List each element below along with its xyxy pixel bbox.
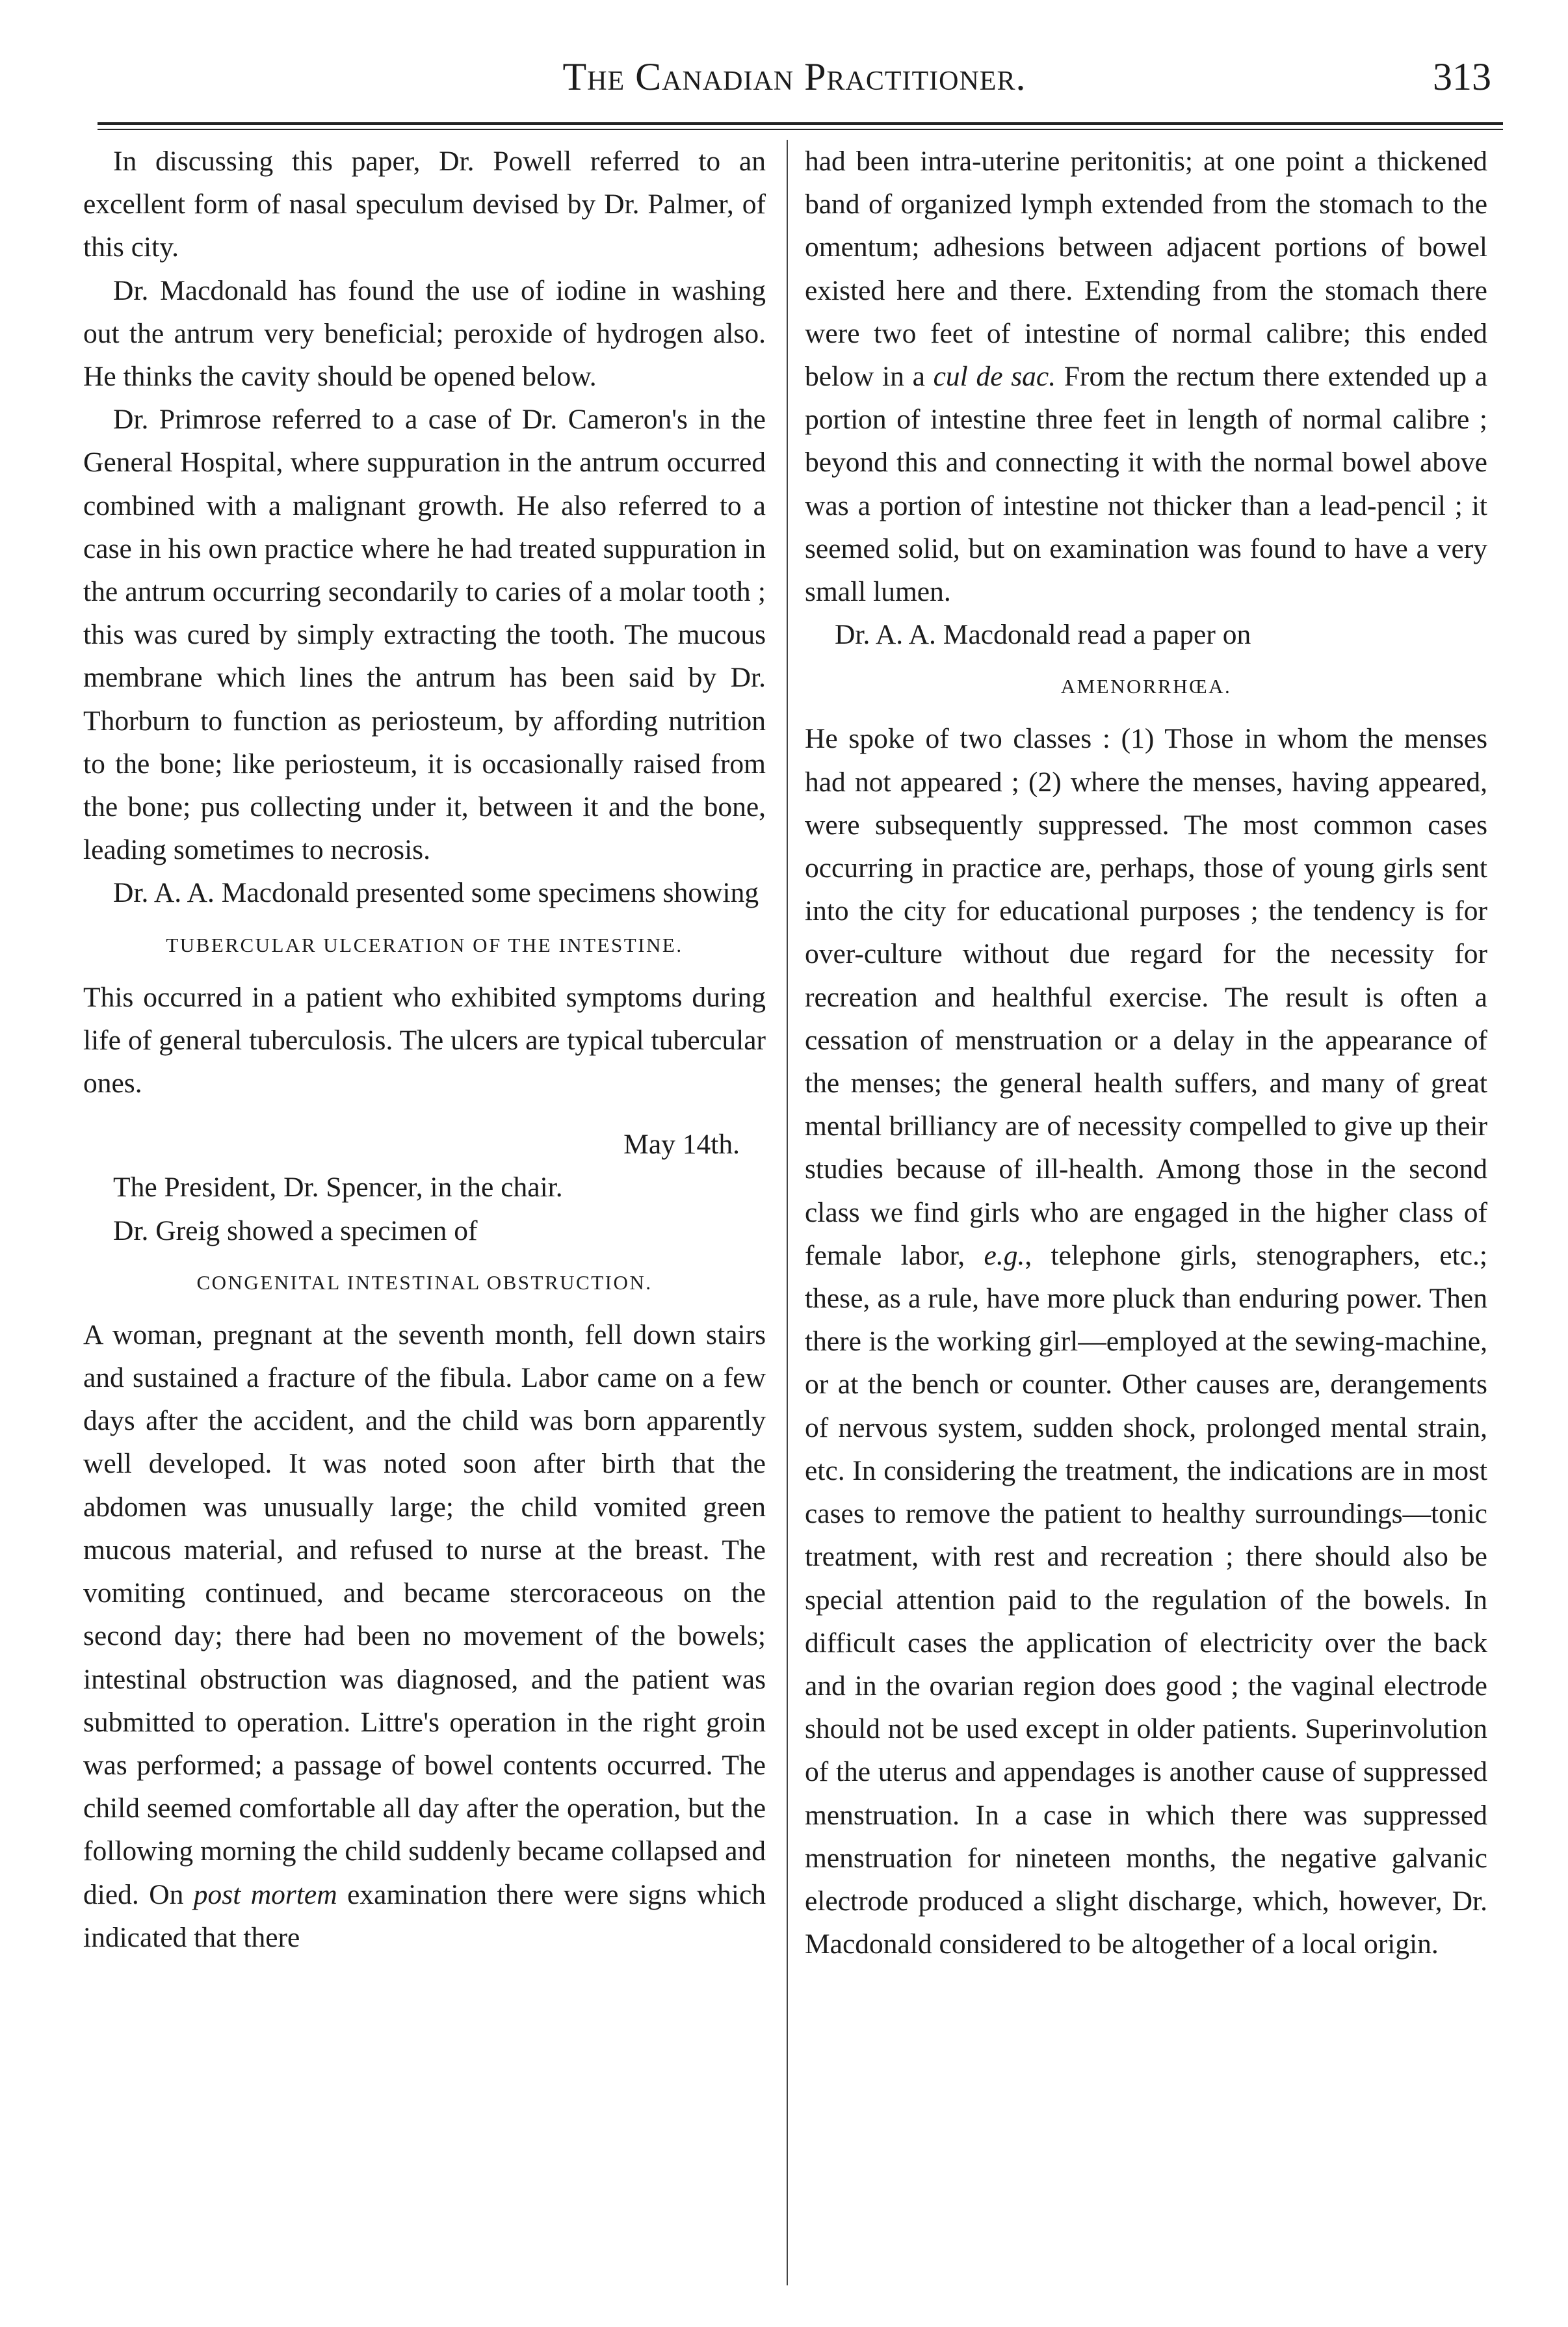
paragraph [83, 1313, 766, 1959]
paragraph: In discussing this paper, Dr. Powell referred to an excellent form of nasal speculum devised by Dr. Palmer, of this city. [83, 146, 766, 263]
paragraph: Dr. Macdonald has found the use of iodine in washing out the antrum very beneficial; peroxide of hydrogen also. He thinks the cavity should be opened below. [83, 274, 766, 393]
section-heading: CONGENITAL INTESTINAL OBSTRUCTION. [196, 1270, 653, 1294]
paragraph: The President, Dr. Spencer, in the chair. [113, 1172, 563, 1203]
header-rule [98, 122, 1503, 130]
section-heading: TUBERCULAR ULCERATION OF THE INTESTINE. [166, 933, 683, 956]
page-header [98, 55, 1491, 120]
text-run: A woman, pregnant at the seventh month, fell down stairs and sustained a fracture of the fibula. Labor came on a few days after the accident, and the child was born apparently well developed. It was noted soon after birth that the abdomen was unusually large; the child vomited green mucous material, and refused to nurse at the breast. The vomiting continued, and became stercoraceous on the second day; there had been no movement of the bowels; intestinal obstruction was diagnosed, and the patient was submitted to operation. Littre's operation in the right groin was performed; a passage of bowel contents occurred. The child seemed comfortable all day after the operation, but the following morning the child suddenly became collapsed and died. On [83, 1319, 766, 1910]
paragraph [805, 717, 1487, 1965]
running-title: The Canadian Practitioner. [562, 55, 1026, 98]
meeting-date: May 14th. [623, 1129, 740, 1161]
right-column [805, 140, 1487, 1965]
text-run: , telephone girls, stenographers, etc.; these, as a rule, have more pluck than enduring power. Then there is the working girl—employed at the sewing-machine, or at the bench or counter. Other causes are, derangements of nervous system, sudden shock, prolonged mental strain, etc. In considering the treatment, the indications are in most cases to remove the patient to healthy surroundings—tonic treatment, with rest and recreation ; there should also be special attention paid to the regulation of the bowels. In difficult cases the application of electricity over the back and in the ovarian region does good ; the vaginal electrode should not be used except in older patients. Superinvolution of the uterus and appendages is another cause of suppressed menstruation. In a case in which there was suppressed menstruation for nineteen months, the negative galvanic electrode produced a slight discharge, which, however, Dr. Macdonald considered to be altogether of a local origin. [805, 1239, 1487, 1960]
italic-run: cul de sac. [933, 361, 1056, 393]
paragraph: Dr. A. A. Macdonald presented some specimens showing [113, 877, 759, 909]
italic-run: e.g. [984, 1239, 1025, 1271]
paragraph: Dr. Greig showed a specimen of [113, 1215, 478, 1246]
text-run: He spoke of two classes : (1) Those in whom the menses had not appeared ; (2) where the menses, having appeared, were subsequently suppressed. The most common cases occurring in practice are, perhaps, those of young girls sent into the city for educational purposes ; the tendency is for over-culture without due regard for the necessity for recreation and healthful exercise. The result is often a cessation of menstruation or a delay in the appearance of the menses; the general health suffers, and many of great mental brilliancy are of necessity compelled to give up their studies because of ill-health. Among those in the second class we find girls who are engaged in the higher class of female labor, [805, 723, 1487, 1271]
page-number: 313 [1433, 55, 1491, 98]
column-divider [787, 140, 788, 2285]
paragraph: Dr. Primrose referred to a case of Dr. Cameron's in the General Hospital, where suppuration in the antrum occurred combined with a malignant growth. He also referred to a case in his own practice where he had treated suppuration in the antrum occurring secondarily to caries of a molar tooth ; this was cured by simply extracting the tooth. The mucous membrane which lines the antrum has been said by Dr. Thorburn to function as periosteum, by affording nutrition to the bone; like periosteum, it is occasionally raised from the bone; pus collecting under it, between it and the bone, leading sometimes to necrosis. [83, 404, 766, 866]
text-run: From the rectum there extended up a portion of intestine three feet in length of normal calibre ; beyond this and connecting it with the normal bowel above was a portion of intestine not thicker than a lead-pencil ; it seemed solid, but on examination was found to have a very small lumen. [805, 361, 1488, 608]
text-run: examination there were signs which indicated that there [83, 1878, 766, 1953]
paragraph: Dr. A. A. Macdonald read a paper on [835, 619, 1251, 651]
text-run: had been intra-uterine peritonitis; at one point a thickened band of organized lymph extended from the stomach to the omentum; adhesions between adjacent portions of bowel existed here and there. Extending from the stomach there were two feet of intestine of normal calibre; this ended below in a [805, 146, 1487, 393]
left-column [83, 140, 766, 1959]
section-heading: AMENORRHŒA. [1060, 675, 1232, 698]
italic-run: post mortem [193, 1878, 337, 1910]
paragraph [805, 140, 1487, 613]
paragraph: This occurred in a patient who exhibited symptoms during life of general tuberculosis. The ulcers are typical tubercular ones. [83, 981, 766, 1099]
